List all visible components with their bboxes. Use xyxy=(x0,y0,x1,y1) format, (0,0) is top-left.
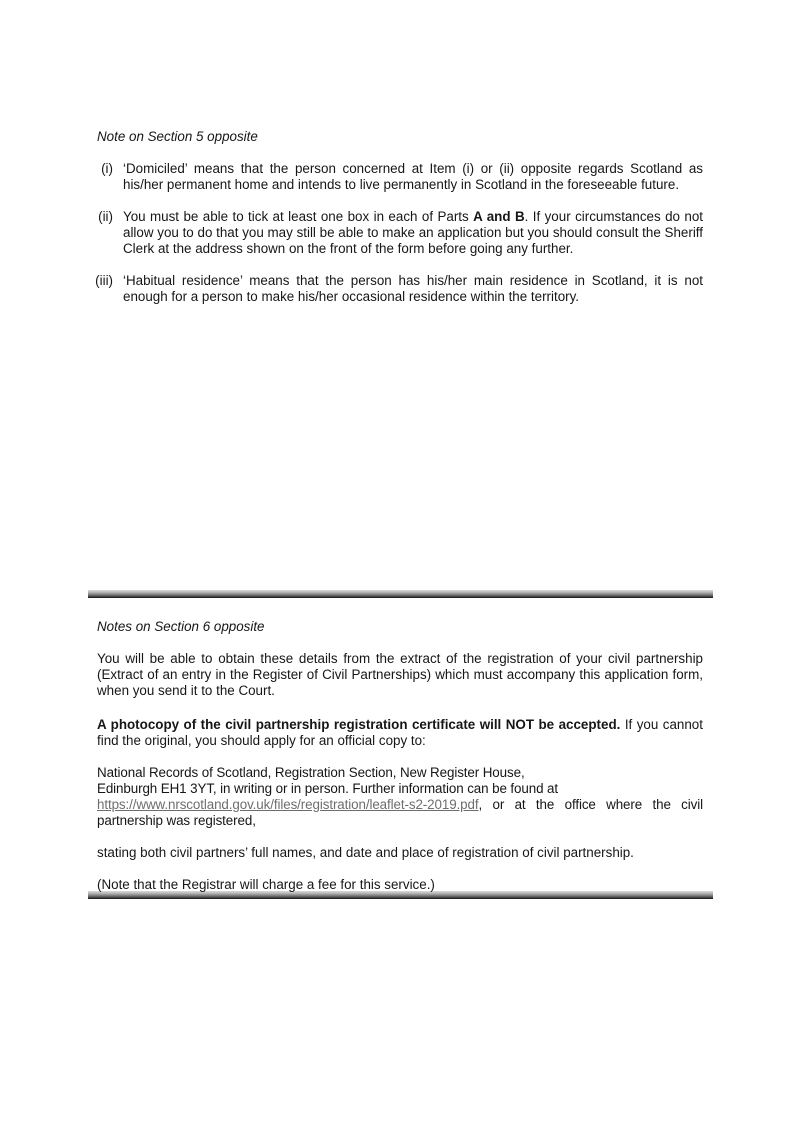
note-item-text-bold: A and B xyxy=(473,209,525,224)
note-item-text xyxy=(123,209,703,257)
note-item-number: (iii) xyxy=(95,273,113,288)
photocopy-bold-text: A photocopy of the civil partnership registration certificate will NOT be accepted. xyxy=(97,717,621,732)
section6-heading: Notes on Section 6 opposite xyxy=(97,619,265,634)
note-item-iii xyxy=(87,273,703,305)
photocopy-paragraph xyxy=(97,717,703,749)
note-item-i xyxy=(87,161,703,193)
address-line-2: Edinburgh EH1 3YT, in writing or in person. Further information can be found at xyxy=(97,781,559,796)
address-paragraph xyxy=(97,765,703,829)
note-item-ii xyxy=(87,209,703,257)
note-item-text-after-bold: . If your circumstances do not allow you to do that you may still be able to make an application but you should consult the Sheriff Clerk at the address shown on the front of the form before going any further. xyxy=(123,209,703,256)
nrscotland-leaflet-link[interactable]: https://www.nrscotland.gov.uk/files/registration/leaflet-s2-2019.pdf xyxy=(97,797,479,812)
section-divider-top xyxy=(88,590,713,598)
note-item-number: (i) xyxy=(101,161,113,176)
section6-intro-paragraph: You will be able to obtain these details from the extract of the registration of your civil partnership (Extract of an entry in the Register of Civil Partnerships) which must accompany this application form, when you send it to the Court. xyxy=(97,651,703,698)
stating-paragraph: stating both civil partners’ full names, and date and place of registration of civil partnership. xyxy=(97,845,634,860)
note-item-text-before-bold: You must be able to tick at least one box in each of Parts xyxy=(123,209,474,224)
note-item-number: (ii) xyxy=(98,209,113,224)
note-item-text: ‘Domiciled’ means that the person concerned at Item (i) or (ii) opposite regards Scotland as his/her permanent home and intends to live permanently in Scotland in the foreseeable future. xyxy=(123,161,703,192)
address-line-1: National Records of Scotland, Registration Section, New Register House, xyxy=(97,765,525,780)
photocopy-rest-text: If you cannot find the original, you should apply for an official copy to: xyxy=(97,717,703,748)
after-link-text: , or at the office where the civil partnership was registered, xyxy=(97,797,703,828)
fee-note-paragraph: (Note that the Registrar will charge a fee for this service.) xyxy=(97,877,435,892)
note-item-text: ‘Habitual residence’ means that the person has his/her main residence in Scotland, it is not enough for a person to make his/her occasional residence within the territory. xyxy=(123,273,703,304)
section5-heading: Note on Section 5 opposite xyxy=(97,129,258,144)
